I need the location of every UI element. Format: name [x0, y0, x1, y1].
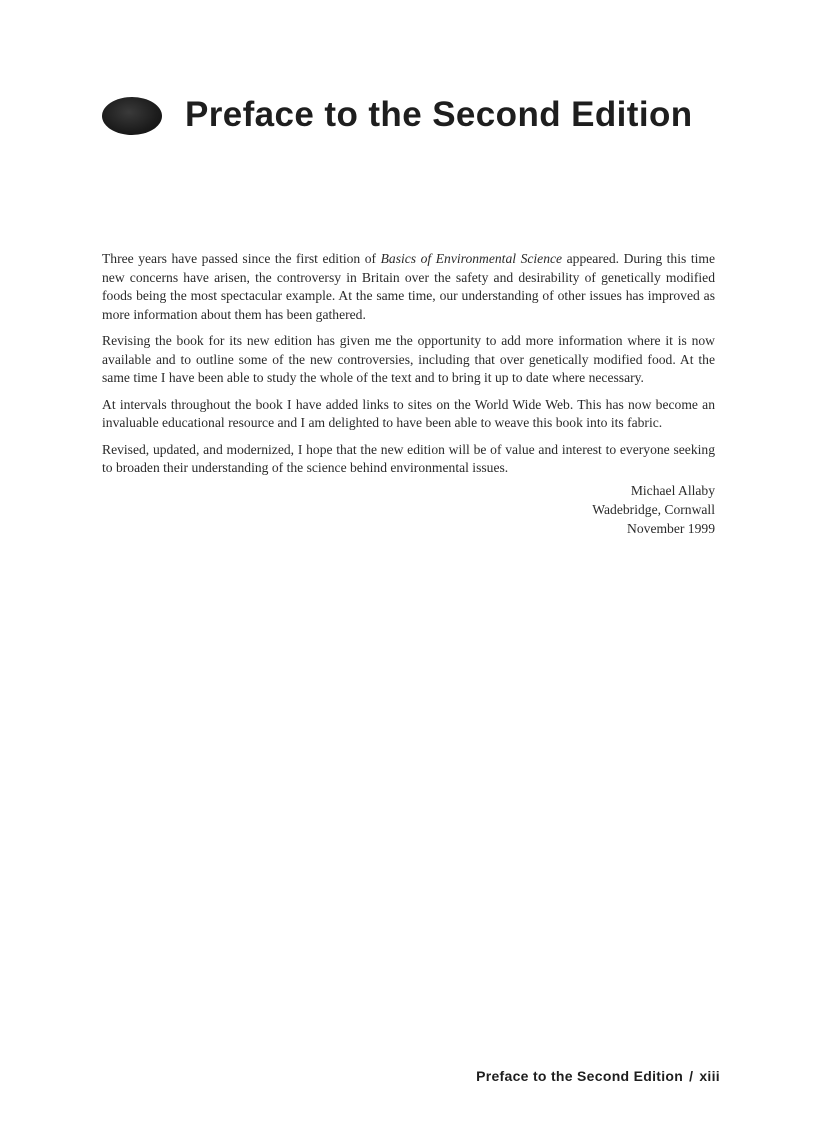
book-title: Basics of Environmental Science — [380, 251, 563, 266]
page-footer — [476, 1068, 720, 1084]
paragraph-2: Revising the book for its new edition has given me the opportunity to add more information where it is now available and to outline some of the new controversies, including that over genetically modified food. At the same time I have been able to study the whole of the text and to bring it up to date where necessary. — [102, 333, 715, 385]
heading-bullet-icon — [102, 97, 162, 135]
author-location: Wadebridge, Cornwall — [592, 501, 715, 517]
paragraph-1-after: appeared. During this time new concerns have arisen, the controversy in Britain over the safety and desirability of genetically modified foods being the most spectacular example. At the same time, our understanding of other issues has improved as more information about them has been gathered. — [102, 251, 715, 322]
footer-separator: / — [689, 1068, 694, 1084]
page-title: Preface to the Second Edition — [185, 95, 693, 134]
preface-body — [102, 250, 715, 538]
signoff — [102, 481, 715, 538]
chapter-heading — [100, 92, 740, 142]
author-name: Michael Allaby — [630, 482, 715, 498]
paragraph-1 — [102, 250, 715, 324]
signoff-date: November 1999 — [627, 520, 715, 536]
paragraph-4: Revised, updated, and modernized, I hope that the new edition will be of value and interest to everyone seeking to broaden their understanding of the science behind environmental issues. — [102, 441, 715, 475]
paragraph-1-before: Three years have passed since the first edition of — [102, 251, 381, 266]
page-number: xiii — [699, 1068, 720, 1084]
paragraph-3: At intervals throughout the book I have added links to sites on the World Wide Web. This has now become an invaluable educational resource and I am delighted to have been able to weave this book into its fabric. — [102, 396, 715, 430]
running-title: Preface to the Second Edition — [476, 1068, 684, 1084]
